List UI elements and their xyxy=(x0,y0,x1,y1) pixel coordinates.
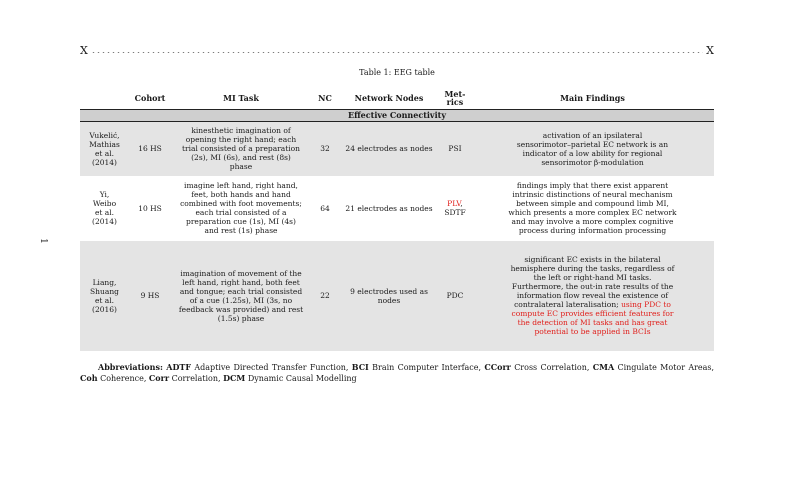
nodes-cell: 24 electrodes as nodes xyxy=(339,122,439,176)
metric-black: PSI xyxy=(448,144,462,154)
table-row xyxy=(80,122,714,176)
cohort-cell: 9 HS xyxy=(129,241,171,351)
abbr-definition: Adaptive Directed Transfer Function, xyxy=(194,363,349,372)
abbr-term: CMA xyxy=(592,362,615,372)
findings-text: activation of an ipsilateral sensorimotor–parietal EC network is an indicator of a low ability for regional sensorimotor β-modulation xyxy=(516,130,669,167)
abbr-term: BCI xyxy=(351,362,369,372)
metric-black: SDTF xyxy=(444,208,466,217)
nc-cell: 22 xyxy=(311,241,339,351)
findings-cell xyxy=(471,122,714,176)
column-header: Cohort xyxy=(129,88,171,110)
findings-text: significant EC exists in the bilateral hemisphere during the tasks, regardless of the left or right-hand MI tasks. Furthermore, the out-in rate results of the information flow reveal the existence of contralateral lateralisation; xyxy=(510,255,675,309)
column-header: Network Nodes xyxy=(339,88,439,110)
abbr-term: DCM xyxy=(223,373,246,383)
abbreviations-paragraph xyxy=(80,362,714,384)
section-title: Effective Connectivity xyxy=(80,110,714,122)
dotted-leader xyxy=(91,52,703,53)
abbr-term: ADTF xyxy=(166,362,192,372)
nodes-cell: 21 electrodes as nodes xyxy=(339,176,439,241)
findings-cell xyxy=(471,176,714,241)
eeg-table xyxy=(80,88,714,351)
metric-sep: , xyxy=(460,199,463,208)
abbr-definition: Dynamic Causal Modelling xyxy=(247,374,357,383)
nc-cell: 32 xyxy=(311,122,339,176)
section-row xyxy=(80,110,714,122)
table-header-row xyxy=(80,88,714,110)
study-cell: Vukelić, Mathias et al. (2014) xyxy=(80,122,129,176)
metrics-cell xyxy=(439,122,471,176)
metric-black: PDC xyxy=(446,291,464,300)
column-header xyxy=(80,88,129,110)
running-header xyxy=(80,44,714,56)
table-row xyxy=(80,241,714,351)
study-cell: Liang, Shuang et al. (2016) xyxy=(80,241,129,351)
column-header: NC xyxy=(311,88,339,110)
nodes-cell: 9 electrodes used as nodes xyxy=(339,241,439,351)
abbr-definition: Brain Computer Interface, xyxy=(372,363,482,372)
metric-red: PLV xyxy=(447,199,461,208)
findings-cell xyxy=(471,241,714,351)
table-caption: Table 1: EEG table xyxy=(359,68,435,77)
metrics-cell xyxy=(439,241,471,351)
task-cell: kinesthetic imagination of opening the right hand; each trial consisted of a preparation (2s), MI (6s), and rest (8s) phase xyxy=(171,122,311,176)
header-right-mark: X xyxy=(706,43,714,57)
findings-highlight: using PDC to compute EC provides efficient features for the detection of MI tasks and has great potential to be applied in BCIs xyxy=(511,300,674,336)
abbr-term: Corr xyxy=(148,373,170,383)
abbr-term: CCorr xyxy=(484,362,511,372)
findings-text: findings imply that there exist apparent intrinsic distinctions of neural mechanism between simple and compound limb MI, which presents a more complex EC network and may involve a more complex cognitive process during information processing xyxy=(508,181,677,235)
cohort-cell: 16 HS xyxy=(129,122,171,176)
abbr-definition: Cingulate Motor Areas, xyxy=(617,363,715,372)
table-row xyxy=(80,176,714,241)
header-left-mark: X xyxy=(80,43,88,57)
column-header: Met- rics xyxy=(439,88,471,110)
task-cell: imagine left hand, right hand, feet, both hands and hand combined with foot movements; each trial consisted of a preparation cue (1s), MI (4s) and rest (1s) phase xyxy=(171,176,311,241)
cohort-cell: 10 HS xyxy=(129,176,171,241)
abbr-definition: Coherence, xyxy=(100,374,147,383)
column-header: Main Findings xyxy=(471,88,714,110)
study-cell: Yi, Weibo et al. (2014) xyxy=(80,176,129,241)
metrics-cell xyxy=(439,176,471,241)
abbr-term: Coh xyxy=(80,373,98,383)
abbr-definition: Correlation, xyxy=(171,374,221,383)
task-cell: imagination of movement of the left hand, right hand, both feet and tongue; each trial consisted of a cue (1.25s), MI (3s, no feedback was provided) and rest (1.5s) phase xyxy=(171,241,311,351)
abbr-definition: Cross Correlation, xyxy=(514,363,590,372)
abbreviations-label: Abbreviations: xyxy=(98,362,163,372)
page-number: 1 xyxy=(37,238,48,244)
nc-cell: 64 xyxy=(311,176,339,241)
column-header: MI Task xyxy=(171,88,311,110)
